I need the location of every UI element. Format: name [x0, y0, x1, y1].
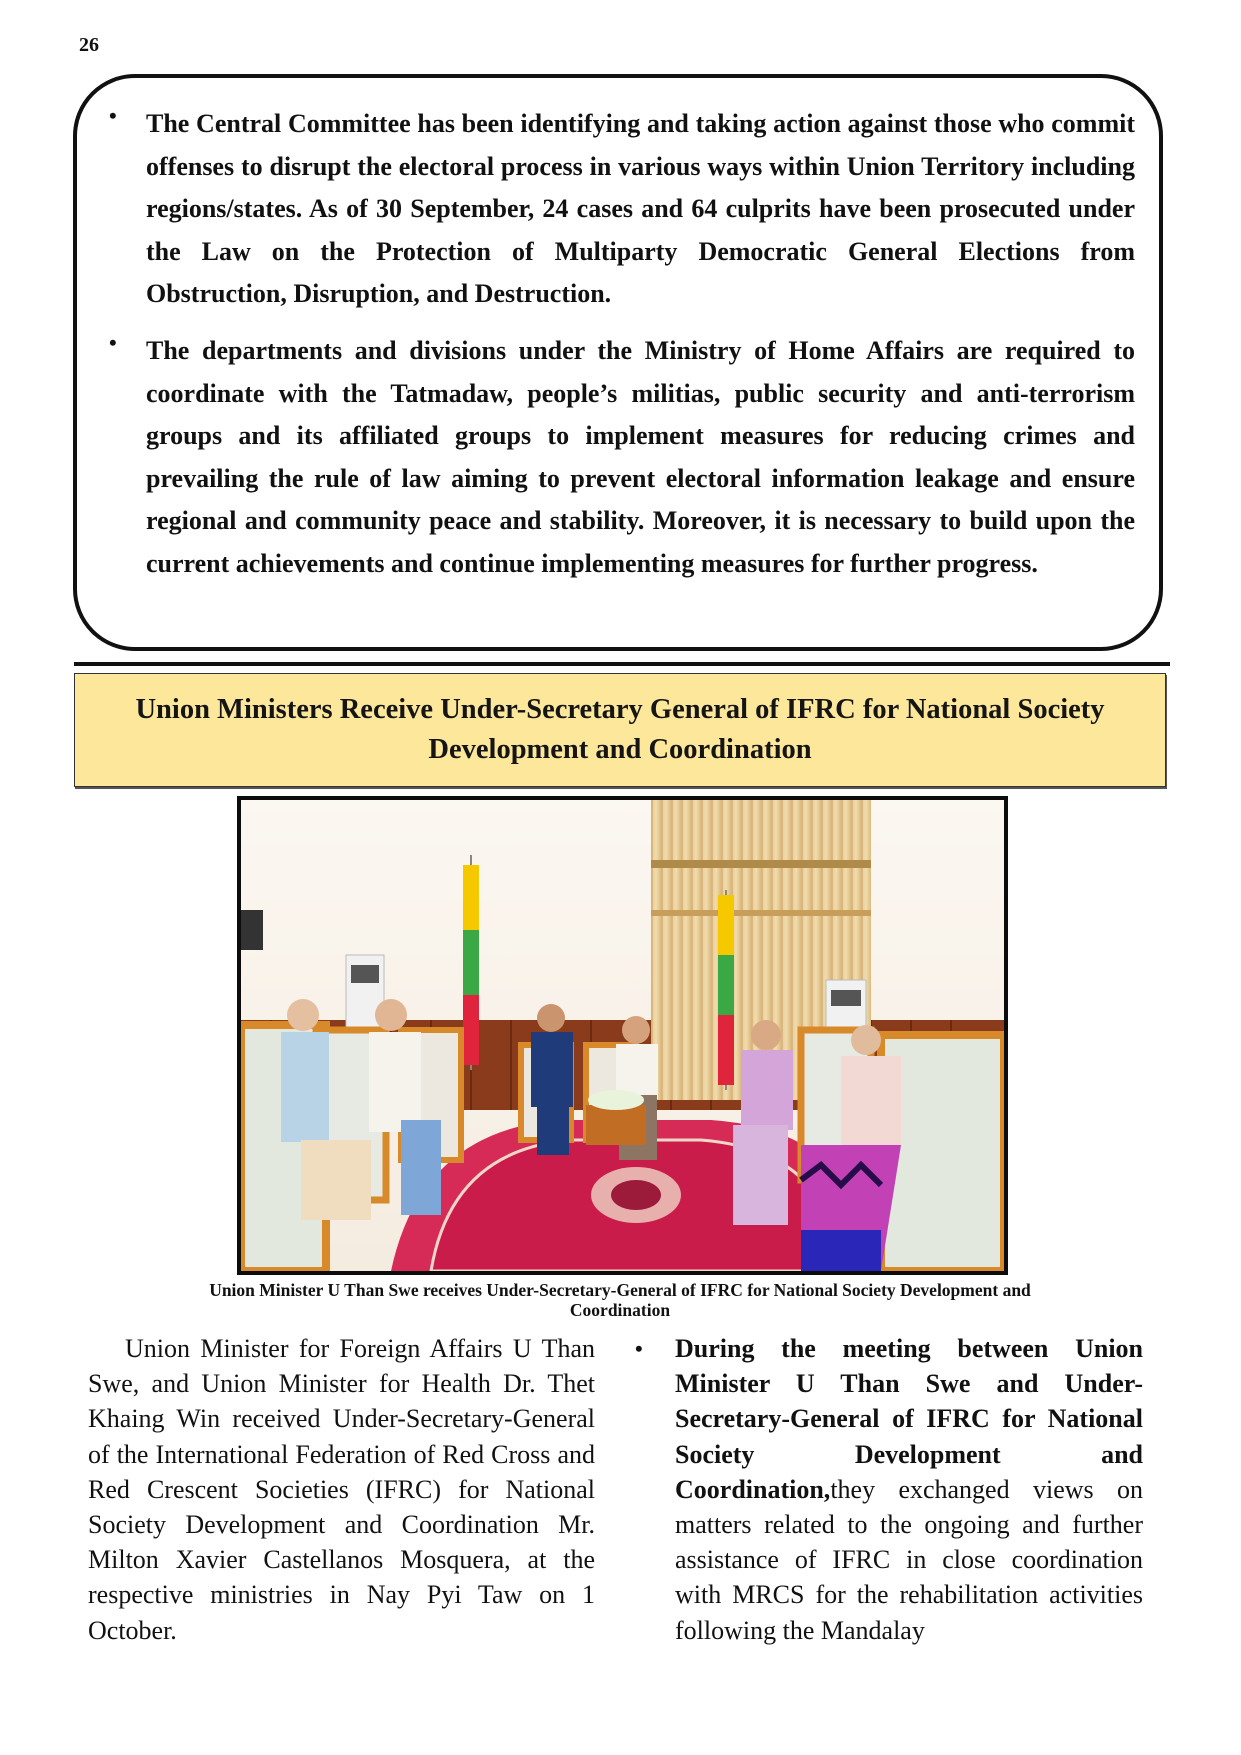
section-divider — [74, 662, 1170, 666]
article-bullet-right — [635, 1331, 1143, 1648]
photo-caption: Union Minister U Than Swe receives Under-Secretary-General of IFRC for National Society Development and Coordination — [209, 1280, 1031, 1320]
bullet-dot-icon: • — [635, 1336, 643, 1361]
bullet-dot-icon: • — [109, 330, 117, 355]
page-number: 26 — [79, 34, 99, 56]
callout-bullet-text: The Central Committee has been identifying and taking action against those who commit offenses to disrupt the electoral process in various ways within Union Territory including regions/states. As of 30 September, 24 cases and 64 culprits have been prosecuted under the Law on the Protection of Multiparty Democratic General Elections from Obstruction, Disruption, and Destruction. — [146, 109, 1135, 309]
article-title: Union Ministers Receive Under-Secretary General of IFRC for National Society Development and Coordination — [135, 694, 1105, 765]
flag-right — [718, 890, 734, 1090]
bullet-body-text: they exchanged views on matters related to the ongoing and further assistance of IFRC in close coordination with MRCS for the rehabilitation activities following the Mandalay — [675, 1474, 1143, 1645]
meeting-photo-illustration — [241, 800, 1004, 1271]
callout-box — [73, 74, 1163, 651]
article-title-box — [74, 673, 1166, 787]
article-paragraph-left: Union Minister for Foreign Affairs U Than Swe, and Union Minister for Health Dr. Thet Khaing Win received Under-Secretary-General of the International Federation of Red Cross and Red Crescent Societies (IFRC) for National Society Development and Coordination Mr. Milton Xavier Castellanos Mosquera, at the respective ministries in Nay Pyi Taw on 1 October. — [88, 1334, 595, 1645]
flag-left — [463, 855, 479, 1070]
bullet-lead-text: During the meeting between Union Minister U Than Swe and Under-Secretary-General of IFRC for National Society Development and Coordination, — [675, 1334, 1143, 1504]
callout-bullet-text: The departments and divisions under the Ministry of Home Affairs are required to coordinate with the Tatmadaw, people’s militias, public security and anti-terrorism groups and its affiliated groups to implement measures for reducing crimes and prevailing the rule of law aiming to prevent electoral information leakage and ensure regional and community peace and stability. Moreover, it is necessary to build upon the current achievements and continue implementing measures for further progress. — [146, 336, 1135, 578]
person — [733, 1020, 793, 1225]
bullet-dot-icon: • — [109, 103, 117, 128]
callout-bullet-item — [109, 103, 1135, 316]
callout-bullet-item — [109, 330, 1135, 586]
article-photo — [237, 796, 1008, 1275]
